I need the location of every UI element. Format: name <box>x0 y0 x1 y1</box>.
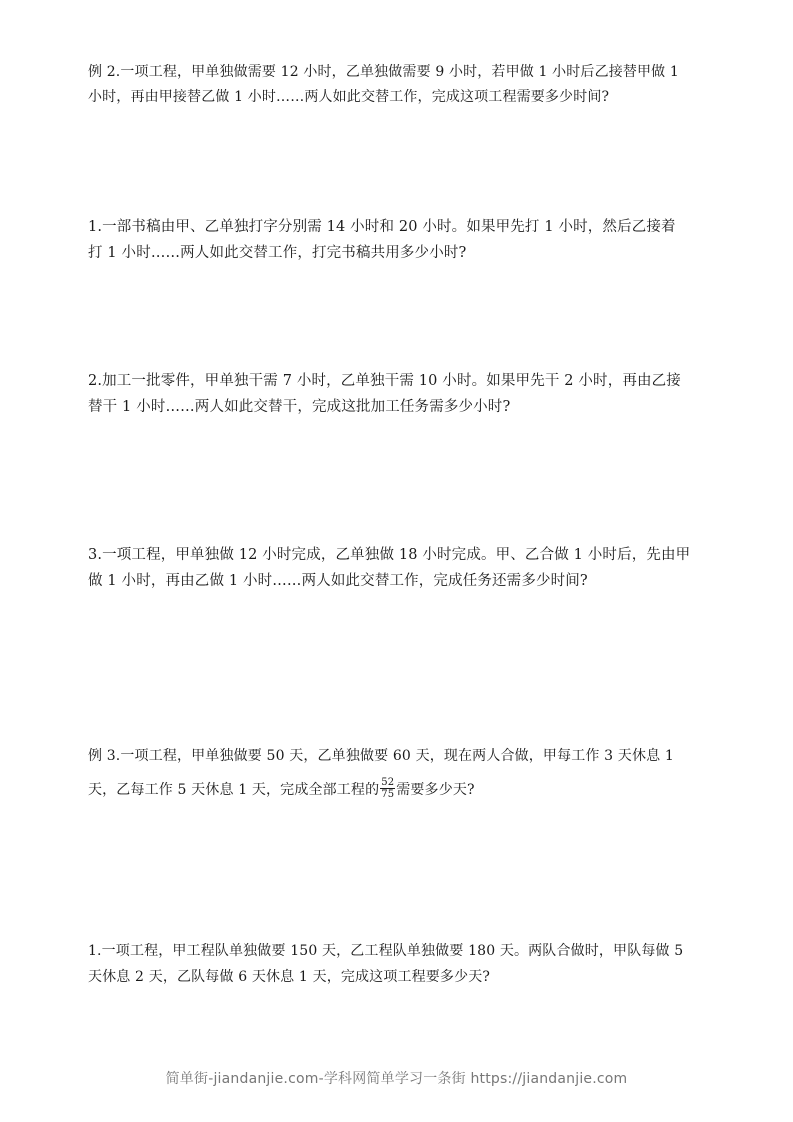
problem-text-line: 3.一项工程，甲单独做 12 小时完成，乙单独做 18 小时完成。甲、乙合做 1 小时后，先由甲 <box>88 547 691 563</box>
problem-text-segment: 需要多少天? <box>396 782 475 798</box>
example-2-problem <box>88 60 704 110</box>
practice-2-problem <box>88 368 704 420</box>
fraction-denominator: 75 <box>381 788 395 800</box>
practice-3-problem <box>88 542 704 594</box>
problem-text-line: 替干 1 小时……两人如此交替干，完成这批加工任务需多少小时? <box>88 399 511 415</box>
practice-1b-problem <box>88 938 704 990</box>
problem-text-line: 例 3.一项工程，甲单独做要 50 天，乙单独做要 60 天，现在两人合做，甲每工作 3 天休息 1 <box>88 748 674 764</box>
problem-text-line: 2.加工一批零件，甲单独干需 7 小时，乙单独干需 10 小时。如果甲先干 2 小时，再由乙接 <box>88 373 681 389</box>
problem-text-line: 1.一项工程，甲工程队单独做要 150 天，乙工程队单独做要 180 天。两队合做时，甲队每做 5 <box>88 943 684 959</box>
problem-text-line: 天休息 2 天，乙队每做 6 天休息 1 天，完成这项工程要多少天? <box>88 969 491 985</box>
problem-text-line: 例 2.一项工程，甲单独做需要 12 小时，乙单独做需要 9 小时，若甲做 1 小时后乙接替甲做 1 <box>88 64 679 80</box>
example-3-problem <box>88 739 704 807</box>
problem-text-line: 1.一部书稿由甲、乙单独打字分别需 14 小时和 20 小时。如果甲先打 1 小时，然后乙接着 <box>88 219 676 235</box>
fraction-numerator: 52 <box>381 776 395 788</box>
page-footer: 简单街-jiandanjie.com-学科网简单学习一条街 https://jiandanjie.com <box>165 1071 628 1087</box>
fraction <box>380 777 395 800</box>
problem-text-line: 打 1 小时……两人如此交替工作，打完书稿共用多少小时? <box>88 245 467 261</box>
problem-text-line-with-fraction <box>88 773 704 807</box>
problem-text-segment: 天，乙每工作 5 天休息 1 天，完成全部工程的 <box>88 782 380 798</box>
practice-1-problem <box>88 214 704 266</box>
problem-text-line: 小时，再由甲接替乙做 1 小时……两人如此交替工作，完成这项工程需要多少时间? <box>88 89 610 105</box>
problem-text-line: 做 1 小时，再由乙做 1 小时……两人如此交替工作，完成任务还需多少时间? <box>88 573 588 589</box>
